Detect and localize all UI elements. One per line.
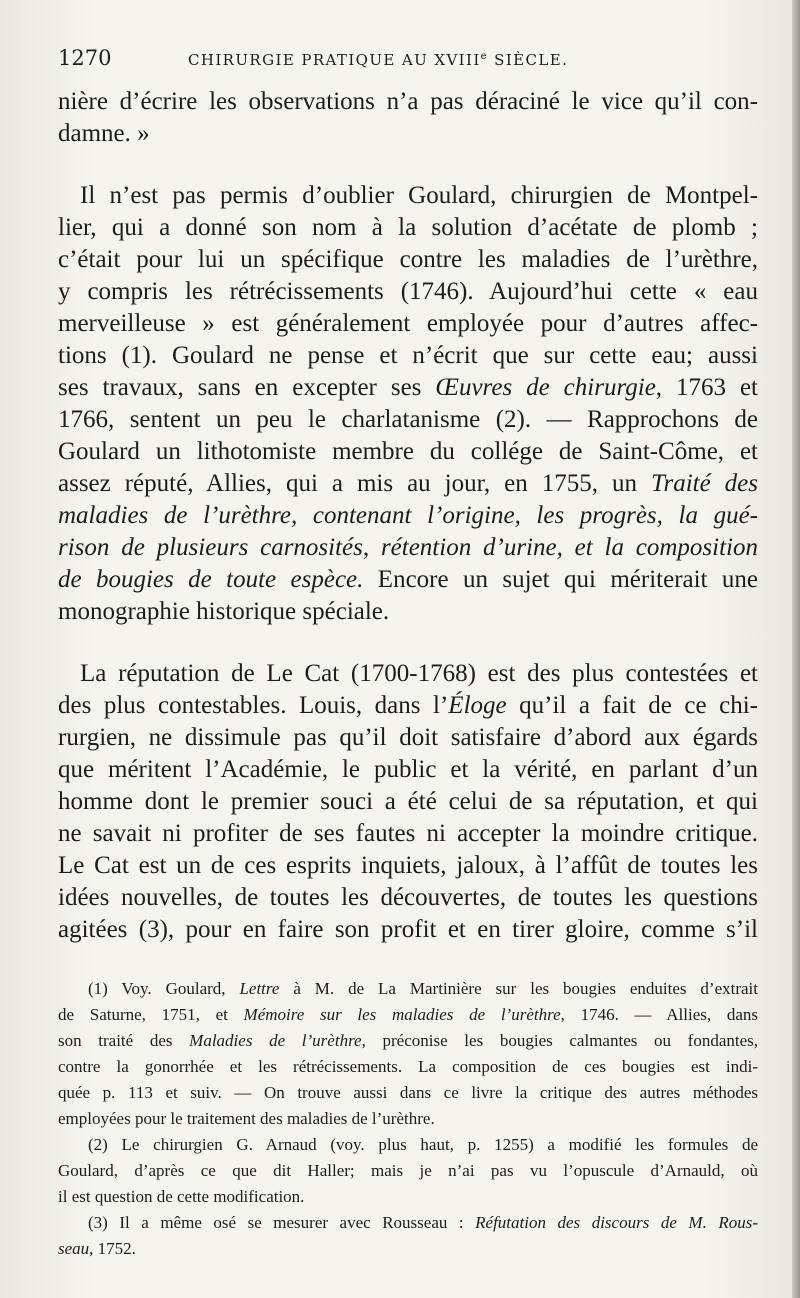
paragraph-le-cat bbox=[58, 658, 758, 946]
body-line: rurgien, ne dissimule pas qu’il doit satisfaire d’abord aux égards bbox=[58, 724, 758, 751]
body-line: ses travaux, sans en excepter ses Œuvres de chirurgie, 1763 et bbox=[58, 374, 758, 401]
footnote-line: il est question de cette modification. bbox=[58, 1187, 305, 1206]
body-line: La réputation de Le Cat (1700-1768) est des plus contestées et bbox=[80, 660, 758, 687]
body-line: Il n’est pas permis d’oublier Goulard, chirurgien de Montpel- bbox=[80, 182, 758, 209]
body-line: rison de plusieurs carnosités, rétention d’urine, et la composition bbox=[58, 534, 758, 561]
footnote-line: (1) Voy. Goulard, Lettre à M. de La Martinière sur les bougies enduites d’extrait bbox=[88, 979, 758, 998]
footnote-line: quée p. 113 et suiv. — On trouve aussi dans ce livre la critique des autres méthodes bbox=[58, 1083, 758, 1102]
paragraph-continuation bbox=[58, 86, 758, 150]
body-line: de bougies de toute espèce. Encore un sujet qui mériterait une bbox=[58, 566, 758, 593]
body-line: y compris les rétrécissements (1746). Aujourd’hui cette « eau bbox=[58, 278, 758, 305]
footnote-line: son traité des Maladies de l’urèthre, préconise les bougies calmantes ou fondantes, bbox=[58, 1031, 759, 1050]
body-line: Le Cat est un de ces esprits inquiets, jaloux, à l’affût de toutes les bbox=[58, 852, 758, 879]
footnote-line: seau, 1752. bbox=[58, 1239, 136, 1258]
body-line: homme dont le premier souci a été celui de sa réputation, et qui bbox=[58, 788, 758, 815]
body-line: idées nouvelles, de toutes les découvertes, de toutes les questions bbox=[58, 884, 758, 911]
paragraph-goulard bbox=[58, 180, 758, 628]
footnote-line: employées pour le traitement des maladies de l’urèthre. bbox=[58, 1109, 435, 1128]
body-line: 1766, sentent un peu le charlatanisme (2). — Rapprochons de bbox=[58, 406, 758, 433]
body-line: Goulard un lithotomiste membre du collége de Saint-Côme, et bbox=[58, 438, 758, 465]
body-line: tions (1). Goulard ne pense et n’écrit que sur cette eau; aussi bbox=[58, 342, 758, 369]
body-line: maladies de l’urèthre, contenant l’origine, les progrès, la gué- bbox=[58, 502, 758, 529]
body-line: merveilleuse » est généralement employée pour d’autres affec- bbox=[58, 310, 758, 337]
body-line: monographie historique spéciale. bbox=[58, 598, 390, 625]
body-line: des plus contestables. Louis, dans l’Éloge qu’il a fait de ce chi- bbox=[58, 692, 758, 719]
footnote-1 bbox=[58, 976, 758, 1132]
footnote-line: Goulard, d’après ce que dit Haller; mais je n’ai pas vu l’opuscule d’Arnauld, où bbox=[58, 1161, 758, 1180]
body-line: que méritent l’Académie, le public et la vérité, en parlant d’un bbox=[58, 756, 758, 783]
footnote-2 bbox=[58, 1132, 758, 1210]
body-line: damne. » bbox=[58, 120, 150, 147]
running-title: CHIRURGIE PRATIQUE AU XVIIIe SIÈCLE. bbox=[188, 51, 569, 69]
footnote-line: (2) Le chirurgien G. Arnaud (voy. plus haut, p. 1255) a modifié les formules de bbox=[88, 1135, 758, 1154]
footnote-3 bbox=[58, 1210, 758, 1262]
footnote-line: (3) Il a même osé se mesurer avec Rousseau : Réfutation des discours de M. Rous- bbox=[88, 1213, 759, 1232]
footnote-line: de Saturne, 1751, et Mémoire sur les maladies de l’urèthre, 1746. — Allies, dans bbox=[58, 1005, 758, 1024]
body-line: assez réputé, Allies, qui a mis au jour, en 1755, un Traité des bbox=[58, 470, 758, 497]
body-line: c’était pour lui un spécifique contre les maladies de l’urèthre, bbox=[58, 246, 758, 273]
body-line: nière d’écrire les observations n’a pas déraciné le vice qu’il con- bbox=[58, 88, 758, 115]
page-number: 1270 bbox=[58, 46, 112, 70]
footnote-line: contre la gonorrhée et les rétrécissements. La composition de ces bougies est indi- bbox=[58, 1057, 758, 1076]
body-line: ne savait ni profiter de ses fautes ni accepter la moindre critique. bbox=[58, 820, 758, 847]
body-line: agitées (3), pour en faire son profit et en tirer gloire, comme s’il bbox=[58, 916, 758, 943]
body-line: lier, qui a donné son nom à la solution d’acétate de plomb ; bbox=[58, 214, 758, 241]
page-gutter-shadow bbox=[792, 0, 800, 1298]
footnotes bbox=[58, 976, 758, 1262]
running-head bbox=[58, 46, 758, 86]
